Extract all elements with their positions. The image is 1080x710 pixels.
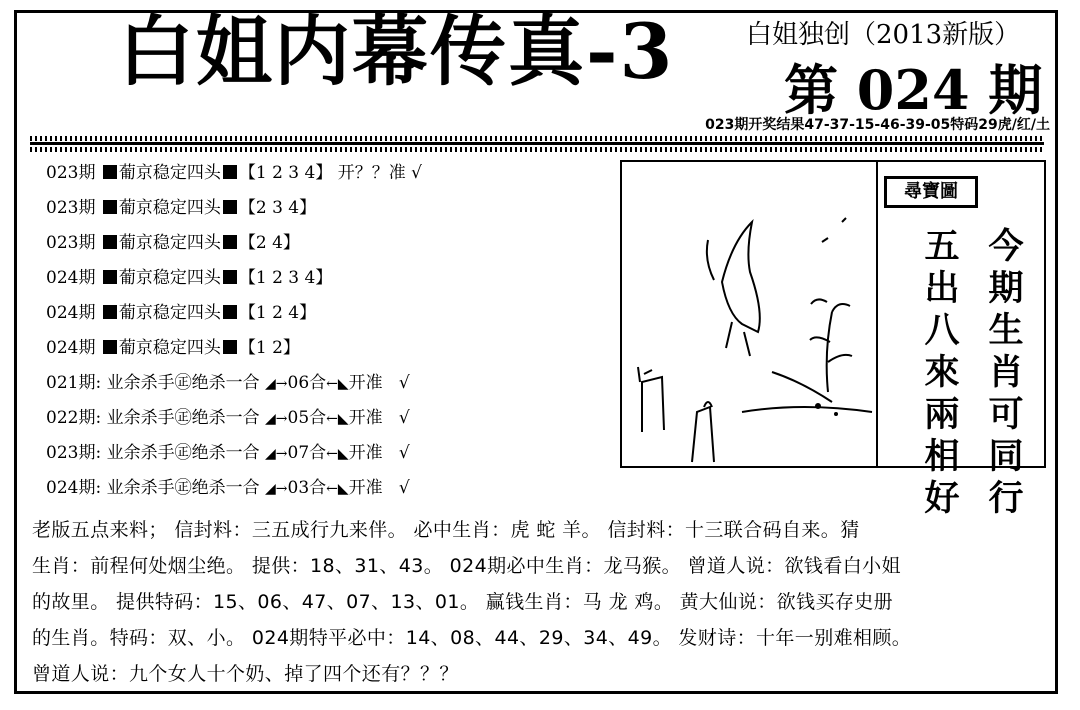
black-square-icon (103, 270, 117, 284)
sketch-illustration (622, 162, 878, 468)
black-square-icon (223, 235, 237, 249)
list-item: 023期: 业余杀手㊣绝杀一合 ◢→07合←◣开准 √ (46, 436, 606, 471)
black-square-icon (103, 235, 117, 249)
black-square-icon (223, 340, 237, 354)
poem-line-2: 五出八來兩相好 (924, 226, 960, 519)
body-line: 老版五点来料； 信封料：三五成行九来伴。 必中生肖：虎 蛇 羊。 信封料：十三联合码自来。猜 (32, 519, 860, 541)
triangle-icon: ◢→ (265, 446, 288, 462)
triangle-icon: ←◣ (326, 376, 349, 392)
triangle-icon: ◢→ (265, 481, 288, 497)
black-square-icon (223, 270, 237, 284)
body-line: 生肖：前程何处烟尘绝。 提供：18、31、43。 024期必中生肖：龙马猴。 曾道人说：欲钱看白小姐 (32, 555, 901, 577)
treasure-badge: 尋寶圖 (884, 176, 978, 208)
black-square-icon (223, 165, 237, 179)
black-square-icon (223, 305, 237, 319)
list-item: 024期 葡京稳定四头 【1 2】 (46, 338, 300, 358)
triangle-icon: ←◣ (326, 481, 349, 497)
draw-result: 023期开奖结果47-37-15-46-39-05特码29虎/红/土 (705, 117, 1050, 133)
poem-panel (876, 160, 1046, 519)
body-line: 的故里。 提供特码：15、06、47、07、13、01。 赢钱生肖：马 龙 鸡。 黄大仙说：欲钱买存史册 (32, 591, 894, 613)
list-item: 023期 葡京稳定四头 【2 3 4】 (46, 198, 317, 218)
triangle-icon: ←◣ (326, 446, 349, 462)
black-square-icon (103, 165, 117, 179)
list-item: 022期: 业余杀手㊣绝杀一合 ◢→05合←◣开准 √ (46, 401, 606, 436)
list-item: 023期 葡京稳定四头 【1 2 3 4】 开？？准 √ (46, 163, 422, 183)
triangle-icon: ←◣ (326, 411, 349, 427)
poem-line-1: 今期生肖可同行 (988, 226, 1024, 519)
black-square-icon (223, 200, 237, 214)
body-line: 曾道人说：九个女人十个奶、掉了四个还有？？？ (32, 663, 459, 685)
page-title: 白姐内幕传真-3 (118, 7, 675, 96)
triangle-icon: ◢→ (265, 411, 288, 427)
black-square-icon (103, 200, 117, 214)
picks-list (46, 156, 606, 506)
issue-number: 第 024 期 (784, 58, 1043, 122)
body-line: 的生肖。特码：双、小。 024期特平必中：14、08、44、29、34、49。 发财诗：十年一别难相顾。 (32, 627, 912, 649)
treasure-illustration (620, 160, 878, 468)
body-text (32, 512, 1044, 692)
black-square-icon (103, 305, 117, 319)
list-item: 024期: 业余杀手㊣绝杀一合 ◢→03合←◣开准 √ (46, 471, 606, 506)
list-item: 024期 葡京稳定四头 【1 2 4】 (46, 303, 317, 323)
header-divider (30, 133, 1044, 152)
list-item: 023期 葡京稳定四头 【2 4】 (46, 233, 300, 253)
list-item: 024期 葡京稳定四头 【1 2 3 4】 (46, 268, 333, 288)
edition-label: 白姐独创（2013新版） (746, 20, 1021, 50)
black-square-icon (103, 340, 117, 354)
triangle-icon: ◢→ (265, 376, 288, 392)
list-item: 021期: 业余杀手㊣绝杀一合 ◢→06合←◣开准 √ (46, 366, 606, 401)
